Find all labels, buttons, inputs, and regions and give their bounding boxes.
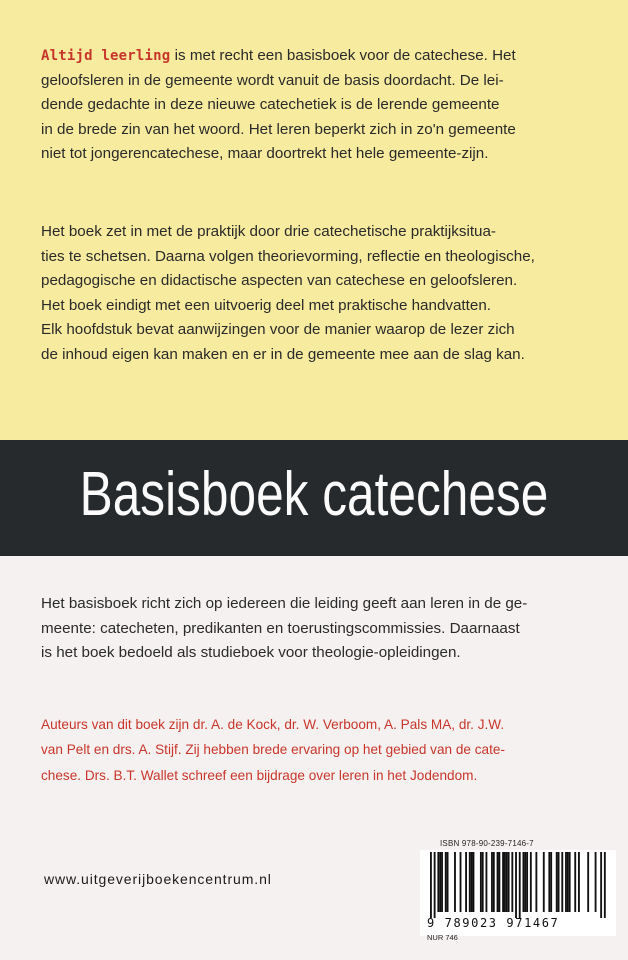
publisher-website: www.uitgeverijboekencentrum.nl [44,871,272,887]
barcode-bar [491,852,493,912]
barcode-bar [565,852,567,912]
barcode-bar [471,852,473,912]
audience-line: meente: catecheten, predikanten en toerustingscommissies. Daarnaast [41,619,520,637]
barcode-bar [556,852,558,912]
barcode-bar [498,852,500,912]
barcode-bar [437,852,439,912]
structure-line: ties te schetsen. Daarna volgen theorievorming, reflectie en theologische, [41,247,535,265]
structure-line: de inhoud eigen kan maken en er in de gemeente mee aan de slag kan. [41,345,525,363]
intro-line-1 [41,44,593,69]
isbn-label: ISBN 978-90-239-7146-7 [440,839,534,848]
barcode-bar [508,852,510,912]
band-title: Basisboek catechese [79,460,549,529]
barcode-bar [480,852,482,912]
barcode-bar [445,852,447,912]
barcode-bar [548,852,550,912]
barcode-bar [543,852,545,912]
barcode-bar [486,852,488,912]
barcode-bar [497,852,499,912]
structure-line: Elk hoofdstuk bevat aanwijzingen voor de manier waarop de lezer zich [41,321,515,339]
barcode-bar [511,852,513,912]
barcode-bar [558,852,560,912]
barcode-bar [515,852,517,918]
barcode-bar [600,852,602,918]
intro-line: niet tot jongerencatechese, maar doortrekt het hele gemeente-zijn. [41,145,489,163]
structure-line: pedagogische en didactische aspecten van catechese en geloofsleren. [41,272,518,290]
barcode-bar [523,852,525,912]
barcode-bar [482,852,484,912]
barcode-bars [420,850,616,918]
barcode-bar [524,852,526,912]
barcode-bar [604,852,606,918]
barcode-bar [460,852,462,912]
barcode-bar [454,852,456,912]
barcode-bar [567,852,569,912]
barcode-bar [447,852,449,912]
barcode-bar [578,852,580,912]
barcode-bar [535,852,537,912]
authors-paragraph [41,712,601,788]
barcode-bar [587,852,589,912]
barcode-bar [465,852,467,912]
intro-line: geloofsleren in de gemeente wordt vanuit de basis doordacht. De lei- [41,71,504,89]
intro-line: in de brede zin van het woord. Het leren beperkt zich in zo'n gemeente [41,120,516,138]
barcode-bar [526,852,528,912]
structure-paragraph [41,220,593,368]
barcode-bar [561,852,563,912]
nur-label: NUR 746 [427,933,458,942]
authors-line: chese. Drs. B.T. Wallet schreef een bijdrage over leren in het Jodendom. [41,767,478,783]
intro-line-1-rest: is met recht een basisboek voor de catechese. Het [170,47,516,64]
barcode-bar [550,852,552,912]
barcode-bar [439,852,441,912]
structure-line: Het boek zet in met de praktijk door drie catechetische praktijksitua- [41,223,496,240]
barcode-bar [506,852,508,912]
barcode-bar [519,852,521,918]
barcode-digits: 9 789023 971467 [427,916,560,930]
barcode-bar [473,852,475,912]
intro-line: dende gedachte in deze nieuwe catechetiek is de lerende gemeente [41,96,500,114]
book-title-highlight: Altijd leerling [41,48,171,64]
authors-line: van Pelt en drs. A. Stijf. Zij hebben brede ervaring op het gebied van de cate- [41,742,505,758]
intro-paragraph [41,44,593,167]
barcode-bar [434,852,436,918]
structure-line: Het boek eindigt met een uitvoerig deel met praktische handvatten. [41,296,491,314]
audience-line: Het basisboek richt zich op iedereen die leiding geeft aan leren in de ge- [41,595,528,612]
barcode-bar [441,852,443,912]
barcode-bar [430,852,432,918]
barcode-bar [469,852,471,912]
barcode-bar [493,852,495,912]
barcode-bar [574,852,576,912]
audience-paragraph [41,592,593,666]
barcode-bar [502,852,504,912]
barcode-bar [504,852,506,912]
barcode-bar [569,852,571,912]
authors-line: Auteurs van dit boek zijn dr. A. de Kock, dr. W. Verboom, A. Pals MA, dr. J.W. [41,717,505,732]
barcode-bar [595,852,597,912]
barcode-bar [530,852,532,912]
audience-line: is het boek bedoeld als studieboek voor theologie-opleidingen. [41,644,461,662]
